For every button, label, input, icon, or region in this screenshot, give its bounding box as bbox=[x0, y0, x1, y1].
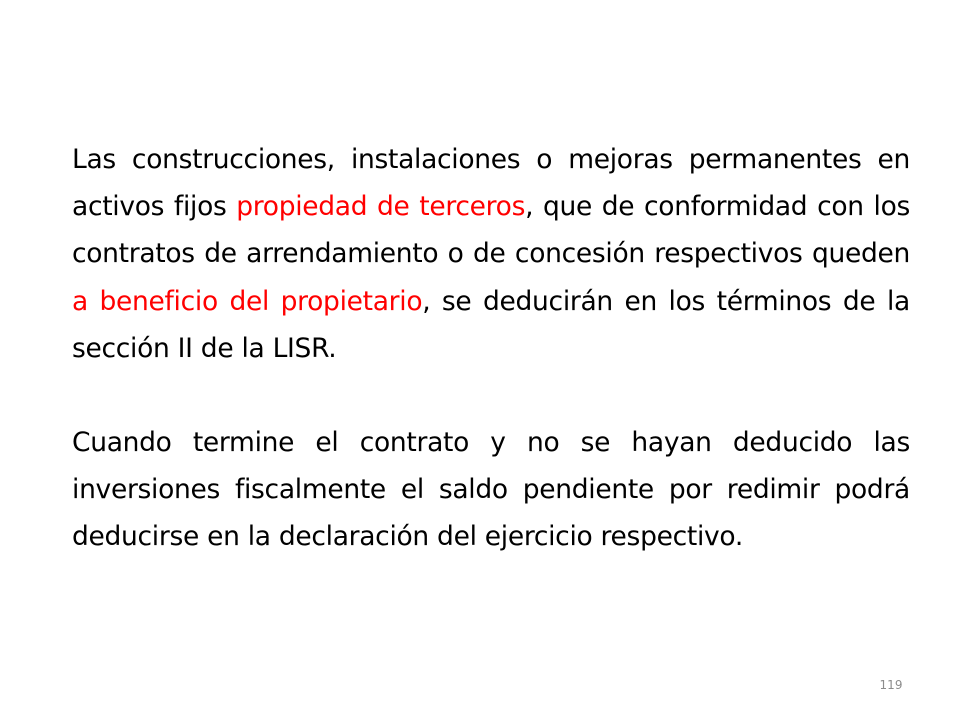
slide-body bbox=[72, 136, 910, 561]
paragraph-contract-termination bbox=[72, 419, 910, 561]
paragraph-text: , se deducirán en los términos de la sección II de la LISR. bbox=[72, 285, 910, 364]
highlight-owner-benefit: a beneficio del propietario bbox=[72, 285, 423, 317]
paragraph-deductions-third-party-property bbox=[72, 136, 910, 372]
highlight-third-party-property: propiedad de terceros bbox=[236, 191, 526, 223]
paragraph-text: , que de conformidad con los contratos de arrendamiento o de concesión respectivos queden bbox=[72, 191, 910, 270]
paragraph-text: Las construcciones, instalaciones o mejoras permanentes en activos fijos bbox=[72, 144, 910, 223]
paragraph-text: Cuando termine el contrato y no se hayan deducido las inversiones fiscalmente el saldo pendiente por redimir podrá deducirse en la declaración del ejercicio respectivo. bbox=[72, 427, 910, 553]
page-number: 119 bbox=[879, 678, 903, 692]
